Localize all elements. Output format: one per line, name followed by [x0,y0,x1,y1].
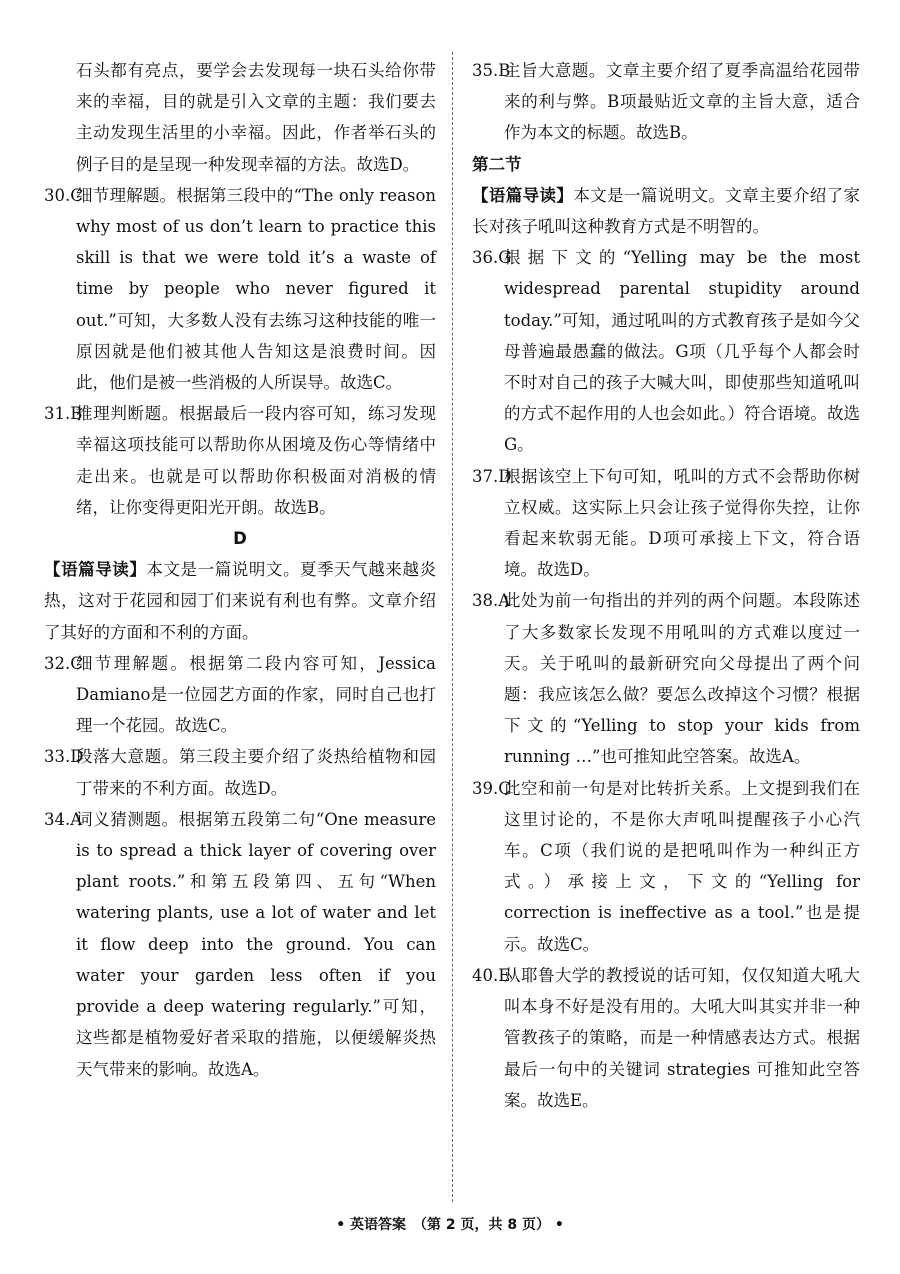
answer-explanation: 细节理解题。根据第二段内容可知，Jessica Damiano是一位园艺方面的作家，同时自己也打理一个花园。故选C。 [76,653,436,736]
answer-number: 31.B [44,404,83,424]
answer-number: 38.A [472,591,511,611]
answer-item [472,960,860,1116]
answer-item [44,741,436,803]
answer-number: 34.A [44,809,83,829]
answer-explanation: 词义猜测题。根据第五段第二句“One measure is to spread a thick layer of covering over plant roots.”和第五段第四、五句“When watering plants, use a lot of water and let it flow deep into the ground. You can water your garden less often if you provide a deep watering regularly.”可知，这些都是植物爱好者采取的措施，以便缓解炎热天气带来的影响。故选A。 [76,809,436,1079]
answer-item [472,773,860,960]
guide-label: 【语篇导读】 [472,185,574,205]
answer-explanation: 根据下文的“Yelling may be the most widespread parental stupidity around today.”可知，通过吼叫的方式教育孩子是如今父母普遍最愚蠢的做法。G项（几乎每个人都会时不时对自己的孩子大喊大叫，即使那些知道吼叫的方式不起作用的人也会如此。）符合语境。故选G。 [504,248,860,455]
answer-explanation: 根据该空上下句可知，吼叫的方式不会帮助你树立权威。这实际上只会让孩子觉得你失控，让你看起来软弱无能。D项可承接上下文，符合语境。故选D。 [504,466,860,580]
answer-explanation: 此处为前一句指出的并列的两个问题。本段陈述了大多数家长发现不用吼叫的方式难以度过一天。关于吼叫的最新研究向父母提出了两个问题：我应该怎么做？要怎么改掉这个习惯？根据下文的“Yelling to stop your kids from running …”也可推知此空答案。故选A。 [504,591,860,767]
guide-label: 【语篇导读】 [44,560,147,580]
page-footer: • 英语答案 （第 2 页，共 8 页） • [336,1217,564,1233]
answer-number: 30.C [44,185,83,205]
answer-number: 37.D [472,466,512,486]
answer-item [472,242,860,460]
continuation-paragraph: 石头都有亮点，要学会去发现每一块石头给你带来的幸福，目的就是引入文章的主题：我们要去主动发现生活里的小幸福。因此，作者举石头的例子目的是呈现一种发现幸福的方法。故选D。 [76,61,436,174]
answer-explanation: 段落大意题。第三段主要介绍了炎热给植物和园丁带来的不利方面。故选D。 [76,747,436,798]
answer-number: 40.E [472,965,511,985]
answer-number: 39.C [472,778,511,798]
answer-item [44,398,436,523]
answer-item [472,461,860,586]
answer-explanation: 主旨大意题。文章主要介绍了夏季高温给花园带来的利与弊。B项最贴近文章的主旨大意，适合作为本文的标题。故选B。 [504,61,860,143]
answer-item [472,55,860,149]
column-divider [452,52,453,1202]
left-column [44,55,436,1085]
reading-guide-two [472,180,860,242]
answer-number: 36.G [472,248,512,268]
answer-explanation: 细节理解题。根据第三段中的“The only reason why most of us don’t learn to practice this skill is that we were told it’s a waste of time by people who never figured it out.”可知，大多数人没有去练习这种技能的唯一原因就是他们被其他人告知这是浪费时间。因此，他们是被一些消极的人所误导。故选C。 [76,185,436,393]
section-two-heading: 第二节 [472,154,522,174]
answer-explanation: 从耶鲁大学的教授说的话可知，仅仅知道大吼大叫本身不好是没有用的。大吼大叫其实并非一种管教孩子的策略，而是一种情感表达方式。根据最后一句中的关键词 strategies 可推知此空答案。故选E。 [504,965,860,1110]
answer-number: 32.C [44,653,83,673]
answer-number: 35.B [472,61,511,80]
answer-item [472,585,860,772]
guide-text: 本文是一篇说明文。文章主要介绍了家长对孩子吼叫这种教育方式是不明智的。 [472,185,861,237]
answer-item [44,180,436,398]
right-column [472,55,860,1116]
answer-explanation: 推理判断题。根据最后一段内容可知，练习发现幸福这项技能可以帮助你从困境及伤心等情绪中走出来。也就是可以帮助你积极面对消极的情绪，让你变得更阳光开朗。故选B。 [76,404,436,517]
answer-number: 33.D [44,747,84,767]
answer-item [44,804,436,1085]
section-d-heading: D [233,529,247,549]
answer-item [44,648,436,742]
answer-explanation: 此空和前一句是对比转折关系。上文提到我们在这里讨论的，不是你大声吼叫提醒孩子小心汽车。C项（我们说的是把吼叫作为一种纠正方式。）承接上文，下文的“Yelling for correction is ineffective as a tool.”也是提示。故选C。 [504,778,860,954]
guide-text: 本文是一篇说明文。夏季天气越来越炎热，这对于花园和园丁们来说有利也有弊。文章介绍了其好的方面和不利的方面。 [44,560,437,642]
reading-guide-d [44,554,436,648]
